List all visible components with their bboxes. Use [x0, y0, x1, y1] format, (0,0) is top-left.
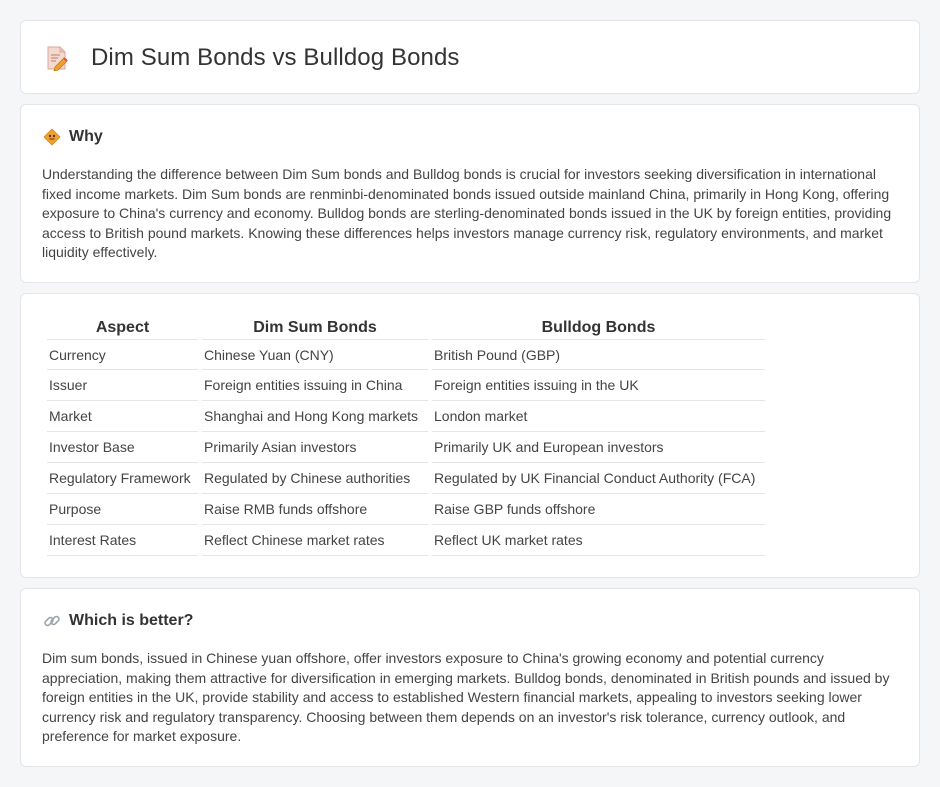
- comparison-table: [43, 316, 769, 556]
- why-paragraph: Understanding the difference between Dim Sum bonds and Bulldog bonds is crucial for investors seeking diversification in international fixed income markets. Dim Sum bonds are renminbi-denominated bonds issued outside mainland China, primarily in Hong Kong, offering exposure to China's currency and economy. Bulldog bonds are sterling-denominated bonds issued in the UK by foreign entities, providing access to British pound markets. Knowing these differences helps investors manage currency risk, regulatory environments, and market liquidity effectively.: [42, 166, 892, 261]
- column-header-dim-sum: Dim Sum Bonds: [202, 316, 428, 340]
- which-is-better-card: [20, 588, 920, 767]
- table-cell: Primarily Asian investors: [202, 432, 428, 463]
- better-paragraph: Dim sum bonds, issued in Chinese yuan offshore, offer investors exposure to China's growing economy and potential currency appreciation, making them attractive for diversification in emerging markets. Bulldog bonds, denominated in British pounds and issued by foreign entities in the UK, provide stability and access to established Western financial markets, appealing to investors seeking lower currency risk and regulatory transparency. Choosing between them depends on an investor's risk tolerance, currency outlook, and preference for market exposure.: [42, 650, 890, 745]
- table-cell: London market: [432, 401, 765, 432]
- table-row: [47, 494, 765, 525]
- table-cell: British Pound (GBP): [432, 340, 765, 370]
- table-row: [47, 370, 765, 401]
- table-row: [47, 432, 765, 463]
- link-icon: [43, 612, 61, 630]
- table-cell: Chinese Yuan (CNY): [202, 340, 428, 370]
- why-card: [20, 104, 920, 283]
- table-cell: Shanghai and Hong Kong markets: [202, 401, 428, 432]
- table-cell: Issuer: [47, 370, 198, 401]
- title-card: [20, 20, 920, 94]
- table-cell: Reflect UK market rates: [432, 525, 765, 556]
- document-pencil-icon: [45, 45, 69, 71]
- table-cell: Reflect Chinese market rates: [202, 525, 428, 556]
- title-row: [45, 43, 460, 73]
- table-row: [47, 340, 765, 370]
- page-title: Dim Sum Bonds vs Bulldog Bonds: [91, 44, 460, 71]
- table-cell: Regulatory Framework: [47, 463, 198, 494]
- table-cell: Raise RMB funds offshore: [202, 494, 428, 525]
- table-cell: Purpose: [47, 494, 198, 525]
- why-header: [43, 127, 103, 147]
- table-cell: Interest Rates: [47, 525, 198, 556]
- table-cell: Foreign entities issuing in China: [202, 370, 428, 401]
- table-cell: Market: [47, 401, 198, 432]
- table-header-row: [47, 316, 765, 340]
- column-header-aspect: Aspect: [47, 316, 198, 340]
- table-cell: Foreign entities issuing in the UK: [432, 370, 765, 401]
- table-row: [47, 525, 765, 556]
- column-header-bulldog: Bulldog Bonds: [432, 316, 765, 340]
- table-cell: Raise GBP funds offshore: [432, 494, 765, 525]
- better-header: [43, 611, 193, 631]
- warning-diamond-icon: [43, 128, 61, 146]
- table-row: [47, 401, 765, 432]
- table-cell: Primarily UK and European investors: [432, 432, 765, 463]
- why-heading: Why: [69, 128, 103, 145]
- table-cell: Regulated by UK Financial Conduct Authority (FCA): [432, 463, 765, 494]
- table-cell: Currency: [47, 340, 198, 370]
- table-cell: Investor Base: [47, 432, 198, 463]
- better-heading: Which is better?: [69, 612, 194, 629]
- table-cell: Regulated by Chinese authorities: [202, 463, 428, 494]
- table-row: [47, 463, 765, 494]
- comparison-card: [20, 293, 920, 578]
